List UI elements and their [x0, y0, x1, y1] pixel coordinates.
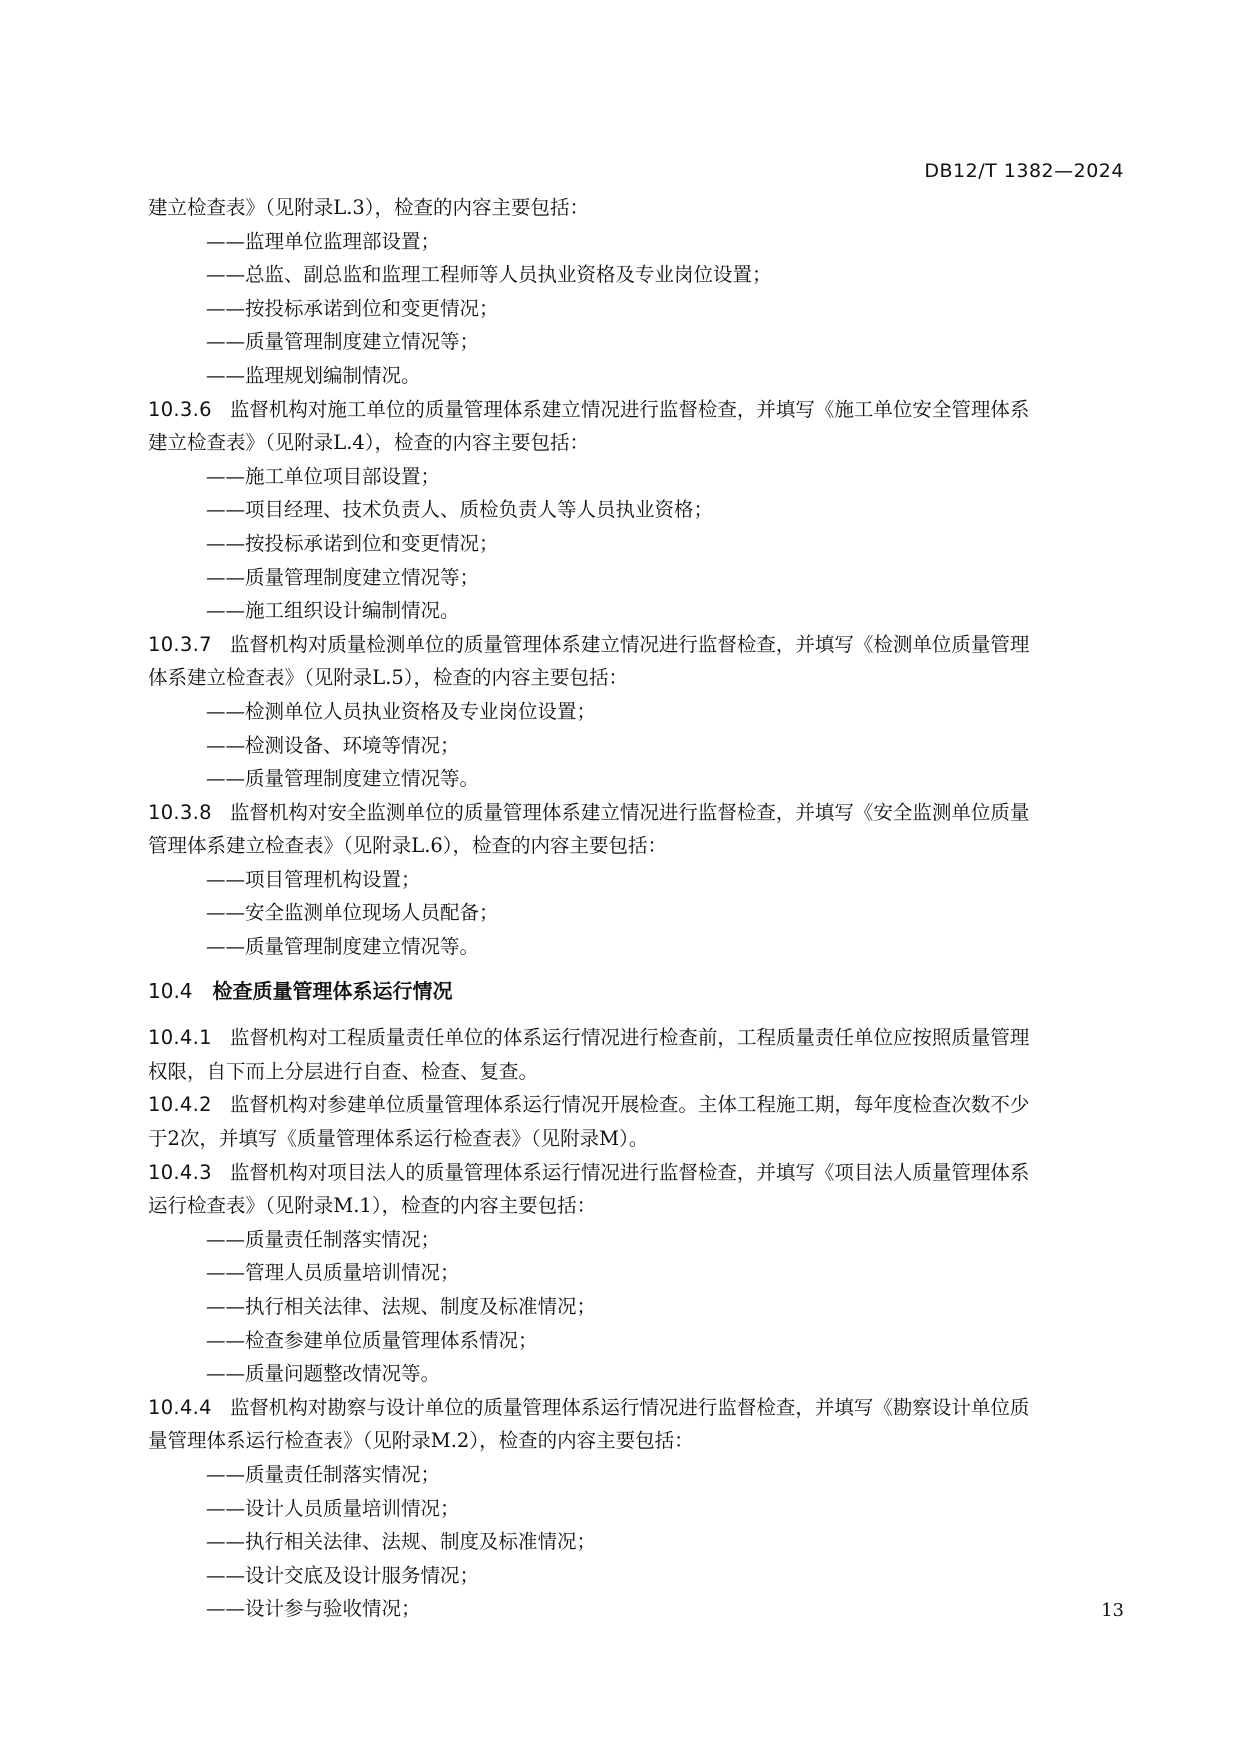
clause-number: 10.4.2	[148, 1093, 212, 1117]
clause-text: 监督机构对施工单位的质量管理体系建立情况进行监督检查，并填写《施工单位安全管理体系	[229, 397, 1030, 421]
clause-line	[148, 393, 1118, 427]
continuation-line: 管理体系建立检查表》（见附录L.6），检查的内容主要包括：	[148, 834, 668, 858]
clause-text: 监督机构对项目法人的质量管理体系运行情况进行监督检查，并填写《项目法人质量管理体系	[229, 1160, 1030, 1184]
clause-text: 监督机构对安全监测单位的质量管理体系建立情况进行监督检查，并填写《安全监测单位质量	[229, 800, 1030, 824]
document-code: DB12/T 1382—2024	[924, 160, 1124, 182]
clause-line	[148, 1088, 1118, 1122]
continuation-line: 量管理体系运行检查表》（见附录M.2），检查的内容主要包括：	[148, 1429, 694, 1453]
list-item: ——安全监测单位现场人员配备；	[206, 901, 499, 925]
list-item: ——按投标承诺到位和变更情况；	[206, 531, 499, 555]
continuation-line: 运行检查表》（见附录M.1），检查的内容主要包括：	[148, 1194, 597, 1218]
list-item: ——监理规划编制情况。	[206, 363, 421, 387]
document-body	[148, 191, 1118, 1626]
list-item: ——质量管理制度建立情况等；	[206, 330, 480, 354]
clause-text: 监督机构对质量检测单位的质量管理体系建立情况进行监督检查，并填写《检测单位质量管理	[229, 632, 1030, 656]
continuation-line: 于2次，并填写《质量管理体系运行检查表》（见附录M）。	[148, 1127, 649, 1151]
clause-number: 10.3.8	[148, 800, 212, 824]
list-item: ——设计参与验收情况；	[206, 1597, 421, 1621]
list-item: ——质量管理制度建立情况等。	[206, 935, 480, 959]
list-item: ——管理人员质量培训情况；	[206, 1261, 460, 1285]
list-item: ——施工单位项目部设置；	[206, 464, 441, 488]
list-item: ——质量问题整改情况等。	[206, 1362, 441, 1386]
section-title: 检查质量管理体系运行情况	[212, 978, 453, 1003]
continuation-line: 体系建立检查表》（见附录L.5），检查的内容主要包括：	[148, 666, 629, 690]
list-item: ——总监、副总监和监理工程师等人员执业资格及专业岗位设置；	[206, 263, 772, 287]
list-item: ——质量管理制度建立情况等。	[206, 767, 480, 791]
clause-line	[148, 1156, 1118, 1190]
continuation-line: 建立检查表》（见附录L.3），检查的内容主要包括：	[148, 196, 590, 219]
list-item: ——项目管理机构设置；	[206, 867, 421, 891]
list-item: ——检测单位人员执业资格及专业岗位设置；	[206, 699, 597, 723]
list-item: ——项目经理、技术负责人、质检负责人等人员执业资格；	[206, 498, 714, 522]
clause-text: 监督机构对参建单位质量管理体系运行情况开展检查。主体工程施工期，每年度检查次数不少	[229, 1093, 1030, 1117]
list-item: ——质量责任制落实情况；	[206, 1227, 441, 1251]
list-item: ——检测设备、环境等情况；	[206, 733, 460, 757]
continuation-line: 权限，自下而上分层进行自查、检查、复查。	[148, 1059, 539, 1083]
list-item: ——执行相关法律、法规、制度及标准情况；	[206, 1295, 597, 1318]
clause-number: 10.4.4	[148, 1395, 212, 1419]
list-item: ——施工组织设计编制情况。	[206, 599, 460, 623]
clause-text: 监督机构对工程质量责任单位的体系运行情况进行检查前，工程质量责任单位应按照质量管理	[229, 1026, 1030, 1050]
list-item: ——质量管理制度建立情况等；	[206, 565, 480, 589]
list-item: ——设计人员质量培训情况；	[206, 1496, 460, 1520]
list-item: ——按投标承诺到位和变更情况；	[206, 296, 499, 320]
clause-text: 监督机构对勘察与设计单位的质量管理体系运行情况进行监督检查，并填写《勘察设计单位质	[229, 1395, 1030, 1419]
clause-number: 10.4.3	[148, 1160, 212, 1184]
clause-line	[148, 1021, 1118, 1055]
list-item: ——监理单位监理部设置；	[206, 229, 441, 253]
clause-line	[148, 628, 1118, 662]
list-item: ——设计交底及设计服务情况；	[206, 1563, 480, 1587]
clause-number: 10.3.6	[148, 397, 212, 421]
clause-number: 10.4.1	[148, 1026, 212, 1050]
list-item: ——检查参建单位质量管理体系情况；	[206, 1328, 538, 1352]
list-item: ——执行相关法律、法规、制度及标准情况；	[206, 1530, 597, 1554]
section-heading	[148, 975, 1118, 1009]
section-number: 10.4	[148, 978, 193, 1003]
list-item: ——质量责任制落实情况；	[206, 1462, 441, 1486]
continuation-line: 建立检查表》（见附录L.4），检查的内容主要包括：	[148, 431, 590, 455]
page-number: 13	[1101, 1600, 1124, 1621]
clause-line	[148, 1391, 1118, 1425]
clause-line	[148, 796, 1118, 830]
clause-number: 10.3.7	[148, 632, 212, 656]
